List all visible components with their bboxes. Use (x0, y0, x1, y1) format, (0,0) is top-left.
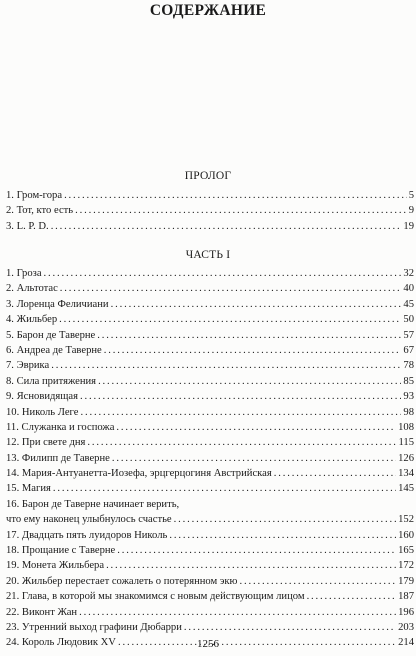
toc-entry-page: 115 (398, 437, 414, 449)
toc-entry (6, 574, 414, 589)
toc-entry-label: 3. L. P. D. (6, 220, 49, 232)
toc-entry (6, 328, 414, 343)
toc-entry-label: 7. Эврика (6, 360, 50, 372)
toc-entry-page: 98 (403, 406, 414, 418)
toc-entry (6, 343, 414, 358)
toc-entry-page: 85 (403, 375, 414, 387)
toc-entry (6, 466, 414, 481)
dot-leader (80, 389, 401, 404)
part1-list (6, 266, 414, 651)
toc-entry (6, 543, 414, 558)
toc-entry-page: 134 (398, 468, 414, 480)
part1-heading: ЧАСТЬ I (185, 249, 231, 261)
toc-entry (6, 281, 414, 296)
toc-entry (6, 203, 414, 218)
dot-leader (98, 374, 401, 389)
toc-entry-label: 16. Барон де Таверне начинает верить, (6, 498, 180, 510)
dot-leader (112, 451, 396, 466)
toc-entry-page: 108 (398, 421, 414, 433)
dot-leader (117, 543, 396, 558)
toc-entry-page: 57 (403, 329, 414, 341)
dot-leader (106, 558, 396, 573)
dot-leader (184, 620, 396, 635)
prologue-list (6, 188, 414, 234)
dot-leader (169, 528, 396, 543)
toc-entry (6, 512, 414, 527)
dot-leader (116, 420, 396, 435)
toc-entry-label: 23. Утренний выход графини Дюбарри (6, 621, 182, 633)
toc-entry-label: 11. Служанка и госпожа (6, 421, 115, 433)
toc-entry-label: что ему наконец улыбнулось счастье (6, 514, 172, 526)
toc-entry-label: 24. Король Людовик XV (6, 637, 116, 649)
toc-entry (6, 266, 414, 281)
dot-leader (274, 466, 396, 481)
dot-leader (87, 435, 396, 450)
toc-entry-label: 9. Ясновидящая (6, 391, 78, 403)
toc-entry-page: 165 (398, 545, 414, 557)
toc-entry (6, 297, 414, 312)
toc-entry-label: 1. Гром-гора (6, 190, 63, 201)
toc-entry-page: 93 (403, 391, 414, 403)
toc-entry-page: 5 (408, 190, 414, 201)
toc-entry-page: 145 (398, 483, 414, 495)
toc-entry-page: 45 (403, 298, 414, 310)
toc-entry-label: 14. Мария-Антуанетта-Иозефа, эрцгерцогиня Австрийская (6, 468, 272, 480)
toc-entry-label: 15. Магия (6, 483, 51, 495)
toc-entry-page: 126 (398, 452, 414, 464)
dot-leader (97, 328, 401, 343)
toc-entry-page: 179 (398, 575, 414, 587)
dot-leader (174, 512, 396, 527)
toc-entry (6, 605, 414, 620)
toc-entry (6, 405, 414, 420)
dot-leader (64, 188, 407, 203)
toc-entry-label: 22. Виконт Жан (6, 606, 78, 618)
toc-entry (6, 435, 414, 450)
toc-entry-page: 152 (398, 514, 414, 526)
toc-entry-page: 196 (398, 606, 414, 618)
toc-entry-label: 5. Барон де Таверне (6, 329, 96, 341)
dot-leader (59, 312, 401, 327)
prologue-heading: ПРОЛОГ (184, 170, 232, 182)
toc-entry-label: 8. Сила притяжения (6, 375, 97, 387)
dot-leader (111, 297, 402, 312)
toc-entry (6, 528, 414, 543)
dot-leader (239, 574, 396, 589)
dot-leader (44, 266, 402, 281)
page-title: СОДЕРЖАНИЕ (149, 2, 267, 19)
toc-entry-label: 10. Николь Леге (6, 406, 79, 418)
toc-entry (6, 481, 414, 496)
toc-entry-page: 78 (403, 360, 414, 372)
dot-leader (53, 481, 396, 496)
page-number: 1256 (197, 638, 219, 650)
toc-entry-page: 172 (398, 560, 414, 572)
toc-entry-label: 2. Тот, кто есть (6, 205, 74, 217)
toc-entry-label: 4. Жильбер (6, 314, 58, 326)
toc-entry-page: 40 (403, 283, 414, 295)
toc-entry-label: 6. Андреа де Таверне (6, 344, 102, 356)
toc-entry-label: 21. Глава, в которой мы знакомимся с новым действующим лицом (6, 591, 305, 603)
toc-entry-label: 2. Альтотас (6, 283, 58, 295)
toc-entry-label: 12. При свете дня (6, 437, 86, 449)
toc-entry (6, 389, 414, 404)
toc-entry (6, 620, 414, 635)
toc-entry-label: 1. Гроза (6, 268, 42, 279)
toc-entry (6, 219, 414, 234)
dot-leader (79, 605, 396, 620)
toc-entry (6, 451, 414, 466)
dot-leader (307, 589, 397, 604)
toc-entry-page: 160 (398, 529, 414, 541)
dot-leader (60, 281, 402, 296)
dot-leader (75, 203, 407, 218)
toc-entry (6, 188, 414, 203)
toc-entry-page: 19 (403, 220, 414, 232)
toc-entry (6, 589, 414, 604)
toc-entry-label: 18. Прощание с Таверне (6, 545, 116, 557)
toc-entry (6, 312, 414, 327)
toc-entry-page: 9 (408, 205, 414, 217)
toc-entry (6, 420, 414, 435)
toc-entry-label: 3. Лоренца Феличиани (6, 298, 109, 310)
toc-entry-page: 67 (403, 344, 414, 356)
dot-leader (51, 358, 401, 373)
toc-entry (6, 558, 414, 573)
toc-entry-page: 32 (403, 268, 414, 279)
toc-entry-page: 214 (398, 637, 414, 649)
dot-leader (80, 405, 401, 420)
toc-entry-page: 50 (403, 314, 414, 326)
toc-entry-label: 13. Филипп де Таверне (6, 452, 110, 464)
toc-entry (6, 358, 414, 373)
toc-entry-label: 20. Жильбер перестает сожалеть о потерянном экю (6, 575, 238, 587)
dot-leader (51, 219, 402, 234)
toc-entry (6, 374, 414, 389)
toc-entry-page: 187 (398, 591, 414, 603)
toc-entry-page: 203 (398, 621, 414, 633)
toc-entry-label: 17. Двадцать пять луидоров Николь (6, 529, 168, 541)
toc-entry (6, 497, 414, 512)
dot-leader (104, 343, 402, 358)
toc-entry-label: 19. Монета Жильбера (6, 560, 105, 572)
